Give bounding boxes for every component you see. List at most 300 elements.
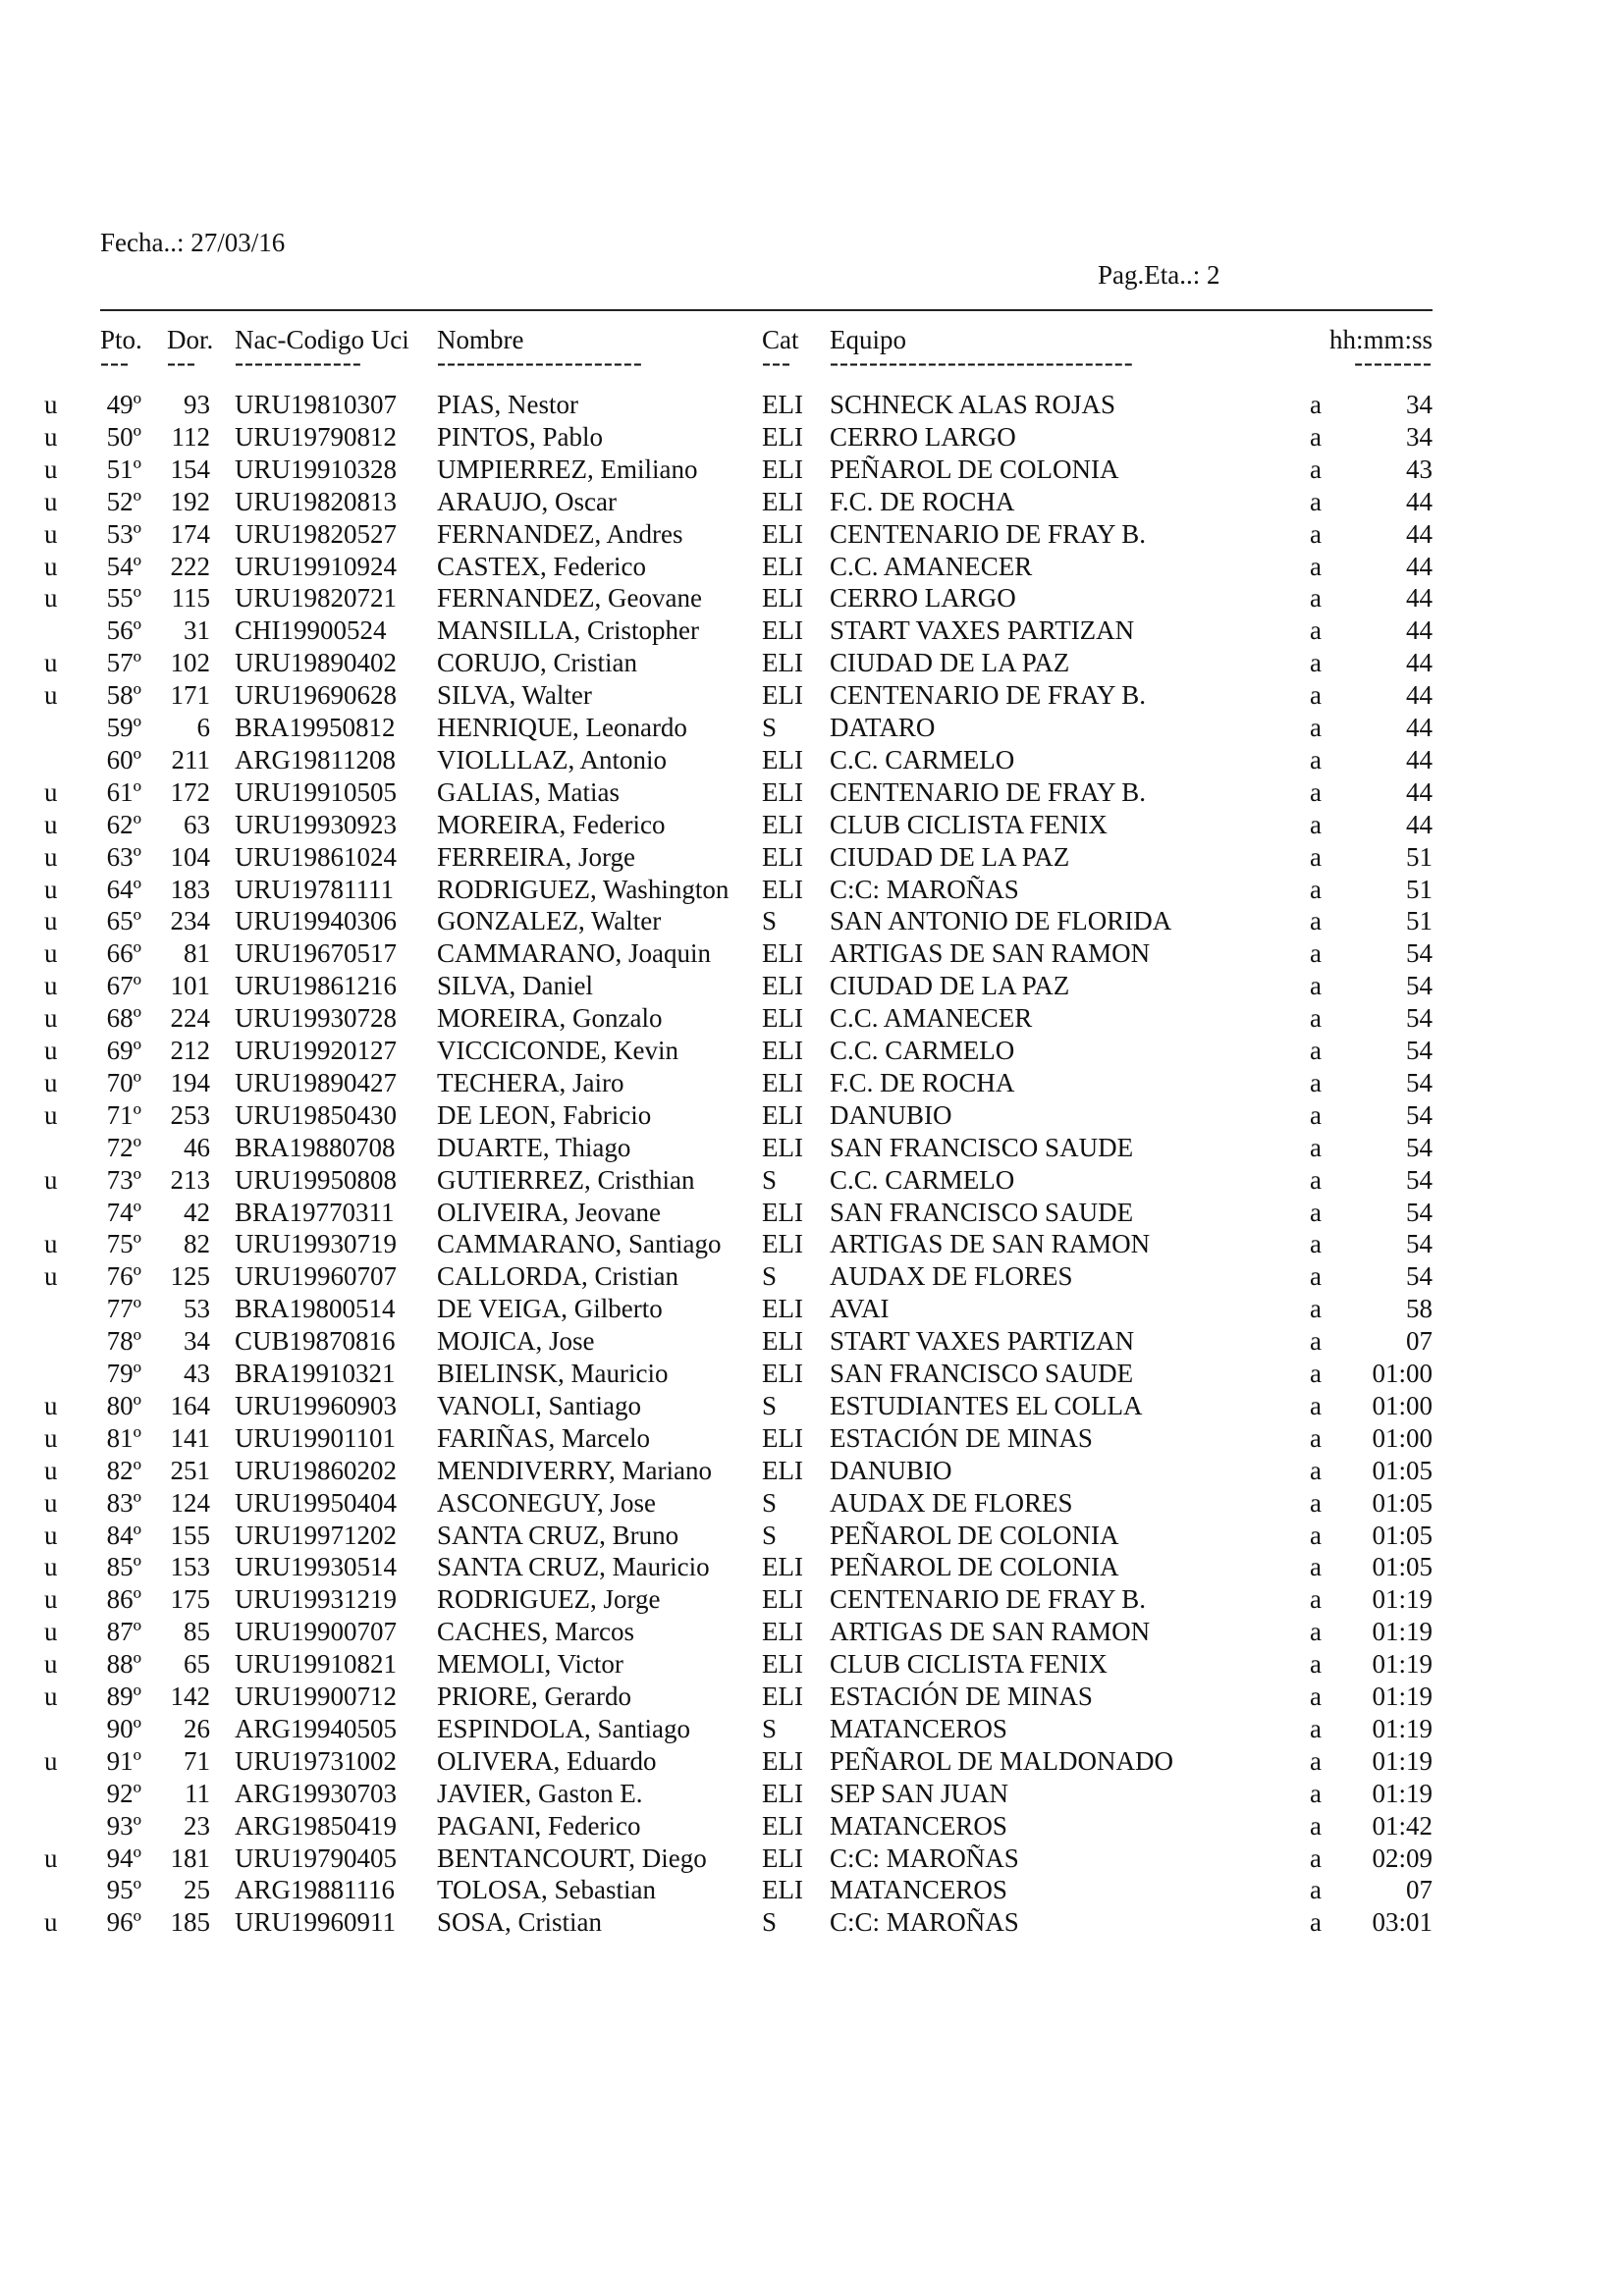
cell-cat: S [762, 1164, 778, 1195]
cell-dor: 115 [171, 583, 210, 614]
cell-dor: 224 [170, 1003, 210, 1034]
cell-codigo: URU19950808 [235, 1164, 398, 1195]
cell-a: a [1310, 1455, 1322, 1485]
cell-equipo: AUDAX DE FLORES [830, 1487, 1073, 1518]
table-row [0, 1005, 1623, 1038]
cell-dor: 155 [170, 1520, 210, 1550]
cell-cat: ELI [762, 971, 803, 1001]
cell-u: u [44, 1617, 58, 1647]
cell-u: u [44, 1067, 58, 1097]
cell-dor: 11 [185, 1778, 210, 1808]
cell-equipo: F.C. DE ROCHA [830, 1067, 1015, 1097]
cell-a: a [1310, 1875, 1322, 1905]
cell-u: u [44, 648, 58, 678]
cell-u: u [44, 1842, 58, 1873]
cell-pto: 58º [106, 680, 141, 711]
cell-dor: 211 [171, 744, 210, 774]
cell-dor: 213 [170, 1164, 210, 1195]
cell-a: a [1310, 615, 1322, 646]
cell-codigo: URU19690628 [235, 680, 398, 711]
cell-pto: 96º [106, 1907, 141, 1938]
cell-codigo: URU19781111 [235, 874, 394, 904]
cell-a: a [1310, 1649, 1322, 1680]
cell-cat: ELI [762, 776, 803, 807]
cell-equipo: C.C. AMANECER [830, 1003, 1033, 1034]
cell-cat: ELI [762, 1036, 803, 1065]
cell-codigo: URU19900707 [235, 1617, 398, 1647]
cell-tiempo: 44 [1406, 809, 1433, 839]
table-row [0, 1067, 1623, 1102]
cell-a: a [1310, 680, 1322, 711]
cell-tiempo: 01:00 [1372, 1359, 1433, 1388]
cell-u: u [44, 971, 58, 1001]
cell-dor: 172 [170, 776, 210, 807]
table-row [0, 1263, 1623, 1296]
cell-a: a [1310, 776, 1322, 807]
cell-pto: 93º [106, 1810, 141, 1841]
cell-cat: ELI [762, 1649, 803, 1680]
cell-dor: 183 [170, 874, 210, 904]
cell-u: u [44, 680, 58, 711]
cell-nombre: CALLORDA, Cristian [437, 1261, 678, 1292]
cell-cat: ELI [762, 1842, 803, 1873]
cell-pto: 94º [106, 1842, 141, 1873]
col-nombre: Nombre [437, 325, 524, 354]
cell-nombre: OLIVEIRA, Jeovane [437, 1197, 661, 1227]
cell-dor: 154 [170, 454, 210, 484]
cell-dor: 6 [196, 713, 210, 742]
cell-pto: 52º [106, 486, 141, 516]
cell-a: a [1310, 1745, 1322, 1776]
cell-tiempo: 01:19 [1372, 1682, 1433, 1711]
cell-equipo: SEP SAN JUAN [830, 1778, 1009, 1808]
cell-dor: 85 [184, 1617, 210, 1647]
cell-codigo: URU19930719 [235, 1229, 398, 1259]
cell-a: a [1310, 1552, 1322, 1582]
cell-pto: 69º [106, 1036, 141, 1065]
cell-u: u [44, 938, 58, 969]
cell-a: a [1310, 1132, 1322, 1162]
cell-cat: S [762, 906, 778, 936]
table-row [0, 776, 1623, 812]
cell-nombre: TOLOSA, Sebastian [437, 1875, 656, 1905]
cell-a: a [1310, 906, 1322, 936]
cell-pto: 88º [106, 1649, 141, 1680]
cell-dor: 43 [184, 1359, 210, 1388]
cell-dor: 93 [184, 390, 210, 419]
cell-nombre: PRIORE, Gerardo [437, 1682, 631, 1711]
cell-nombre: VIOLLLAZ, Antonio [437, 744, 667, 774]
cell-pto: 64º [106, 874, 141, 904]
cell-a: a [1310, 1713, 1322, 1743]
cell-codigo: BRA19880708 [235, 1132, 396, 1162]
cell-equipo: PEÑAROL DE COLONIA [830, 1552, 1119, 1582]
cell-dor: 101 [170, 971, 210, 1001]
cell-a: a [1310, 1229, 1322, 1259]
cell-nombre: FERREIRA, Jorge [437, 841, 636, 872]
cell-pto: 53º [106, 518, 141, 549]
cell-codigo: ARG19850419 [235, 1810, 398, 1841]
cell-pto: 80º [106, 1390, 141, 1420]
cell-tiempo: 54 [1406, 1164, 1433, 1195]
cell-pto: 70º [106, 1067, 141, 1097]
cell-tiempo: 01:05 [1372, 1487, 1433, 1518]
cell-codigo: ARG19930703 [235, 1778, 398, 1808]
table-row [0, 585, 1623, 617]
cell-tiempo: 07 [1406, 1326, 1433, 1357]
cell-dor: 181 [170, 1842, 210, 1873]
cell-pto: 91º [106, 1745, 141, 1776]
cell-equipo: C.C. CARMELO [830, 1036, 1015, 1065]
cell-tiempo: 44 [1406, 776, 1433, 807]
cell-nombre: OLIVERA, Eduardo [437, 1745, 657, 1776]
dash-pto: --- [100, 347, 130, 377]
cell-cat: S [762, 1713, 778, 1743]
cell-nombre: DUARTE, Thiago [437, 1132, 631, 1162]
cell-a: a [1310, 713, 1322, 742]
cell-nombre: ARAUJO, Oscar [437, 486, 617, 516]
cell-pto: 78º [106, 1326, 141, 1357]
cell-u: u [44, 841, 58, 872]
cell-nombre: CACHES, Marcos [437, 1617, 634, 1647]
cell-nombre: BENTANCOURT, Diego [437, 1842, 707, 1873]
cell-tiempo: 54 [1406, 1099, 1433, 1130]
cell-pto: 77º [106, 1294, 141, 1324]
cell-equipo: START VAXES PARTIZAN [830, 1326, 1135, 1357]
cell-nombre: FERNANDEZ, Geovane [437, 583, 702, 614]
cell-equipo: ARTIGAS DE SAN RAMON [830, 938, 1151, 969]
cell-dor: 82 [184, 1229, 210, 1259]
cell-a: a [1310, 874, 1322, 904]
cell-codigo: CUB19870816 [235, 1326, 396, 1357]
cell-dor: 171 [170, 680, 210, 711]
cell-dor: 141 [170, 1422, 210, 1453]
cell-a: a [1310, 1584, 1322, 1615]
cell-cat: ELI [762, 454, 803, 484]
cell-a: a [1310, 1164, 1322, 1195]
table-row [0, 744, 1623, 779]
cell-equipo: CENTENARIO DE FRAY B. [830, 1584, 1147, 1615]
cell-tiempo: 44 [1406, 518, 1433, 549]
table-row [0, 551, 1623, 586]
cell-cat: ELI [762, 1745, 803, 1776]
cell-equipo: F.C. DE ROCHA [830, 486, 1015, 516]
cell-equipo: ARTIGAS DE SAN RAMON [830, 1229, 1151, 1259]
cell-a: a [1310, 583, 1322, 614]
table-row [0, 1422, 1623, 1458]
cell-a: a [1310, 1778, 1322, 1808]
cell-tiempo: 44 [1406, 486, 1433, 516]
cell-nombre: DE VEIGA, Gilberto [437, 1294, 663, 1324]
cell-u: u [44, 1422, 58, 1453]
cell-a: a [1310, 1390, 1322, 1420]
cell-pto: 92º [106, 1778, 141, 1808]
table-row [0, 1455, 1623, 1490]
cell-tiempo: 03:01 [1372, 1907, 1433, 1938]
cell-equipo: ESTACIÓN DE MINAS [830, 1422, 1093, 1453]
cell-codigo: URU19960911 [235, 1907, 397, 1938]
cell-nombre: TECHERA, Jairo [437, 1067, 624, 1097]
table-row [0, 1038, 1623, 1070]
cell-equipo: CIUDAD DE LA PAZ [830, 648, 1070, 678]
cell-tiempo: 54 [1406, 1197, 1433, 1227]
cell-tiempo: 01:19 [1372, 1713, 1433, 1743]
cell-cat: ELI [762, 1810, 803, 1841]
cell-tiempo: 54 [1406, 1036, 1433, 1065]
cell-dor: 253 [170, 1099, 210, 1130]
cell-cat: ELI [762, 874, 803, 904]
cell-nombre: MEMOLI, Victor [437, 1649, 623, 1680]
cell-equipo: SAN ANTONIO DE FLORIDA [830, 906, 1172, 936]
cell-pto: 63º [106, 841, 141, 872]
cell-dor: 174 [170, 518, 210, 549]
cell-nombre: PIAS, Nestor [437, 390, 579, 419]
cell-codigo: URU19931219 [235, 1584, 398, 1615]
cell-equipo: CIUDAD DE LA PAZ [830, 971, 1070, 1001]
cell-a: a [1310, 971, 1322, 1001]
cell-dor: 251 [170, 1455, 210, 1485]
cell-cat: ELI [762, 1778, 803, 1808]
cell-dor: 194 [170, 1067, 210, 1097]
cell-tiempo: 01:00 [1372, 1390, 1433, 1420]
cell-equipo: C:C: MAROÑAS [830, 1842, 1019, 1873]
cell-u: u [44, 1261, 58, 1292]
cell-tiempo: 34 [1406, 421, 1433, 452]
cell-pto: 72º [106, 1132, 141, 1162]
cell-dor: 124 [170, 1487, 210, 1518]
cell-tiempo: 54 [1406, 1003, 1433, 1034]
cell-u: u [44, 1487, 58, 1518]
cell-pto: 95º [106, 1875, 141, 1905]
cell-codigo: URU19861024 [235, 841, 398, 872]
cell-nombre: ASCONEGUY, Jose [437, 1487, 657, 1518]
cell-codigo: URU19731002 [235, 1745, 398, 1776]
cell-tiempo: 01:19 [1372, 1745, 1433, 1776]
table-row [0, 682, 1623, 715]
cell-a: a [1310, 486, 1322, 516]
col-tiempo: hh:mm:ss [1328, 325, 1433, 354]
table-row [0, 715, 1623, 747]
cell-dor: 153 [170, 1552, 210, 1582]
cell-cat: S [762, 1487, 778, 1518]
cell-dor: 25 [184, 1875, 210, 1905]
cell-cat: ELI [762, 1229, 803, 1259]
cell-equipo: MATANCEROS [830, 1875, 1007, 1905]
cell-a: a [1310, 1326, 1322, 1357]
cell-dor: 26 [184, 1713, 210, 1743]
table-row [0, 392, 1623, 424]
cell-dor: 175 [170, 1584, 210, 1615]
cell-pto: 65º [106, 906, 141, 936]
cell-pto: 66º [106, 938, 141, 969]
cell-tiempo: 51 [1406, 874, 1433, 904]
cell-equipo: DANUBIO [830, 1455, 952, 1485]
cell-u: u [44, 906, 58, 936]
cell-u: u [44, 1164, 58, 1195]
col-dor: Dor. [167, 325, 214, 354]
cell-pto: 84º [106, 1520, 141, 1550]
cell-u: u [44, 1584, 58, 1615]
cell-nombre: RODRIGUEZ, Jorge [437, 1584, 661, 1615]
cell-cat: S [762, 1520, 778, 1550]
table-row [0, 1328, 1623, 1361]
table-row [0, 1745, 1623, 1781]
cell-a: a [1310, 518, 1322, 549]
cell-tiempo: 44 [1406, 744, 1433, 774]
header-rule [100, 309, 1433, 311]
cell-cat: ELI [762, 648, 803, 678]
cell-codigo: URU19861216 [235, 971, 398, 1001]
cell-nombre: BIELINSK, Mauricio [437, 1359, 669, 1388]
cell-cat: ELI [762, 680, 803, 711]
cell-nombre: CAMMARANO, Joaquin [437, 938, 712, 969]
cell-cat: ELI [762, 518, 803, 549]
cell-nombre: PINTOS, Pablo [437, 421, 604, 452]
cell-nombre: GUTIERREZ, Cristhian [437, 1164, 695, 1195]
table-row [0, 1810, 1623, 1845]
cell-u: u [44, 1099, 58, 1130]
cell-dor: 31 [184, 615, 210, 646]
cell-nombre: GALIAS, Matias [437, 776, 620, 807]
cell-cat: ELI [762, 744, 803, 774]
cell-tiempo: 43 [1406, 454, 1433, 484]
cell-dor: 142 [170, 1682, 210, 1711]
cell-equipo: SAN FRANCISCO SAUDE [830, 1197, 1134, 1227]
fecha [100, 230, 285, 256]
cell-codigo: URU19910328 [235, 454, 398, 484]
cell-u: u [44, 1520, 58, 1550]
cell-pto: 51º [106, 454, 141, 484]
table-row [0, 1713, 1623, 1748]
cell-nombre: FARIÑAS, Marcelo [437, 1422, 650, 1453]
cell-nombre: CAMMARANO, Santiago [437, 1229, 722, 1259]
cell-pto: 85º [106, 1552, 141, 1582]
cell-pto: 67º [106, 971, 141, 1001]
table-row [0, 1296, 1623, 1328]
cell-u: u [44, 809, 58, 839]
cell-pto: 76º [106, 1261, 141, 1292]
cell-equipo: PEÑAROL DE MALDONADO [830, 1745, 1173, 1776]
col-codigo: Nac-Codigo Uci [235, 325, 409, 354]
cell-cat: ELI [762, 1875, 803, 1905]
cell-nombre: CASTEX, Federico [437, 551, 646, 581]
table-row [0, 617, 1623, 650]
cell-a: a [1310, 1487, 1322, 1518]
dash-equipo: ------------------------------- [830, 347, 1134, 377]
cell-tiempo: 54 [1406, 1229, 1433, 1259]
cell-cat: ELI [762, 1682, 803, 1711]
cell-pto: 73º [106, 1164, 141, 1195]
cell-dor: 125 [170, 1261, 210, 1292]
cell-tiempo: 01:19 [1372, 1584, 1433, 1615]
cell-pto: 90º [106, 1713, 141, 1743]
cell-codigo: BRA19770311 [235, 1197, 395, 1227]
cell-codigo: BRA19950812 [235, 713, 396, 742]
cell-nombre: SANTA CRUZ, Mauricio [437, 1552, 710, 1582]
cell-codigo: URU19930514 [235, 1552, 398, 1582]
cell-equipo: C.C. CARMELO [830, 1164, 1015, 1195]
cell-u: u [44, 1649, 58, 1680]
cell-dor: 65 [184, 1649, 210, 1680]
dash-cat: --- [762, 347, 791, 377]
cell-nombre: SOSA, Cristian [437, 1907, 603, 1938]
cell-nombre: PAGANI, Federico [437, 1810, 641, 1841]
cell-codigo: ARG19940505 [235, 1713, 398, 1743]
cell-cat: ELI [762, 1552, 803, 1582]
cell-u: u [44, 1390, 58, 1420]
cell-a: a [1310, 1003, 1322, 1034]
cell-cat: ELI [762, 421, 803, 452]
cell-cat: ELI [762, 551, 803, 581]
cell-codigo: URU19930923 [235, 809, 398, 839]
cell-pto: 57º [106, 648, 141, 678]
table-row [0, 841, 1623, 877]
cell-codigo: URU19930728 [235, 1003, 398, 1034]
cell-codigo: URU19901101 [235, 1422, 397, 1453]
cell-u: u [44, 1455, 58, 1485]
cell-pto: 61º [106, 776, 141, 807]
cell-equipo: C.C. AMANECER [830, 551, 1033, 581]
cell-tiempo: 01:05 [1372, 1520, 1433, 1550]
cell-codigo: ARG19881116 [235, 1875, 396, 1905]
cell-pto: 55º [106, 583, 141, 614]
cell-codigo: URU19850430 [235, 1099, 398, 1130]
fecha-value: 27/03/16 [190, 228, 286, 257]
cell-a: a [1310, 421, 1322, 452]
cell-a: a [1310, 938, 1322, 969]
cell-codigo: URU19820527 [235, 518, 398, 549]
table-row [0, 518, 1623, 554]
cell-nombre: VICCICONDE, Kevin [437, 1036, 678, 1065]
cell-equipo: CERRO LARGO [830, 421, 1016, 452]
cell-pto: 56º [106, 615, 141, 646]
cell-equipo: MATANCEROS [830, 1713, 1007, 1743]
dash-nombre: --------------------- [437, 347, 643, 377]
cell-dor: 81 [184, 938, 210, 969]
cell-tiempo: 44 [1406, 713, 1433, 742]
dash-codigo: ------------- [235, 347, 362, 377]
cell-codigo: URU19910821 [235, 1649, 398, 1680]
cell-a: a [1310, 1617, 1322, 1647]
table-row [0, 1877, 1623, 1909]
cell-nombre: FERNANDEZ, Andres [437, 518, 683, 549]
cell-u: u [44, 1036, 58, 1065]
cell-tiempo: 44 [1406, 615, 1433, 646]
col-cat: Cat [762, 325, 799, 354]
cell-a: a [1310, 1036, 1322, 1065]
cell-equipo: SCHNECK ALAS ROJAS [830, 390, 1116, 419]
cell-equipo: PEÑAROL DE COLONIA [830, 1520, 1119, 1550]
cell-a: a [1310, 648, 1322, 678]
cell-codigo: URU19950404 [235, 1487, 398, 1518]
cell-tiempo: 44 [1406, 551, 1433, 581]
cell-a: a [1310, 390, 1322, 419]
cell-cat: ELI [762, 1422, 803, 1453]
cell-codigo: ARG19811208 [235, 744, 397, 774]
cell-nombre: SANTA CRUZ, Bruno [437, 1520, 679, 1550]
cell-tiempo: 01:05 [1372, 1455, 1433, 1485]
table-row [0, 874, 1623, 909]
cell-equipo: CENTENARIO DE FRAY B. [830, 680, 1147, 711]
cell-nombre: MOJICA, Jose [437, 1326, 595, 1357]
cell-tiempo: 01:19 [1372, 1617, 1433, 1647]
cell-cat: ELI [762, 1455, 803, 1485]
cell-cat: ELI [762, 809, 803, 839]
cell-equipo: CENTENARIO DE FRAY B. [830, 776, 1147, 807]
cell-pto: 83º [106, 1487, 141, 1518]
cell-codigo: CHI19900524 [235, 615, 387, 646]
cell-codigo: URU19910924 [235, 551, 398, 581]
